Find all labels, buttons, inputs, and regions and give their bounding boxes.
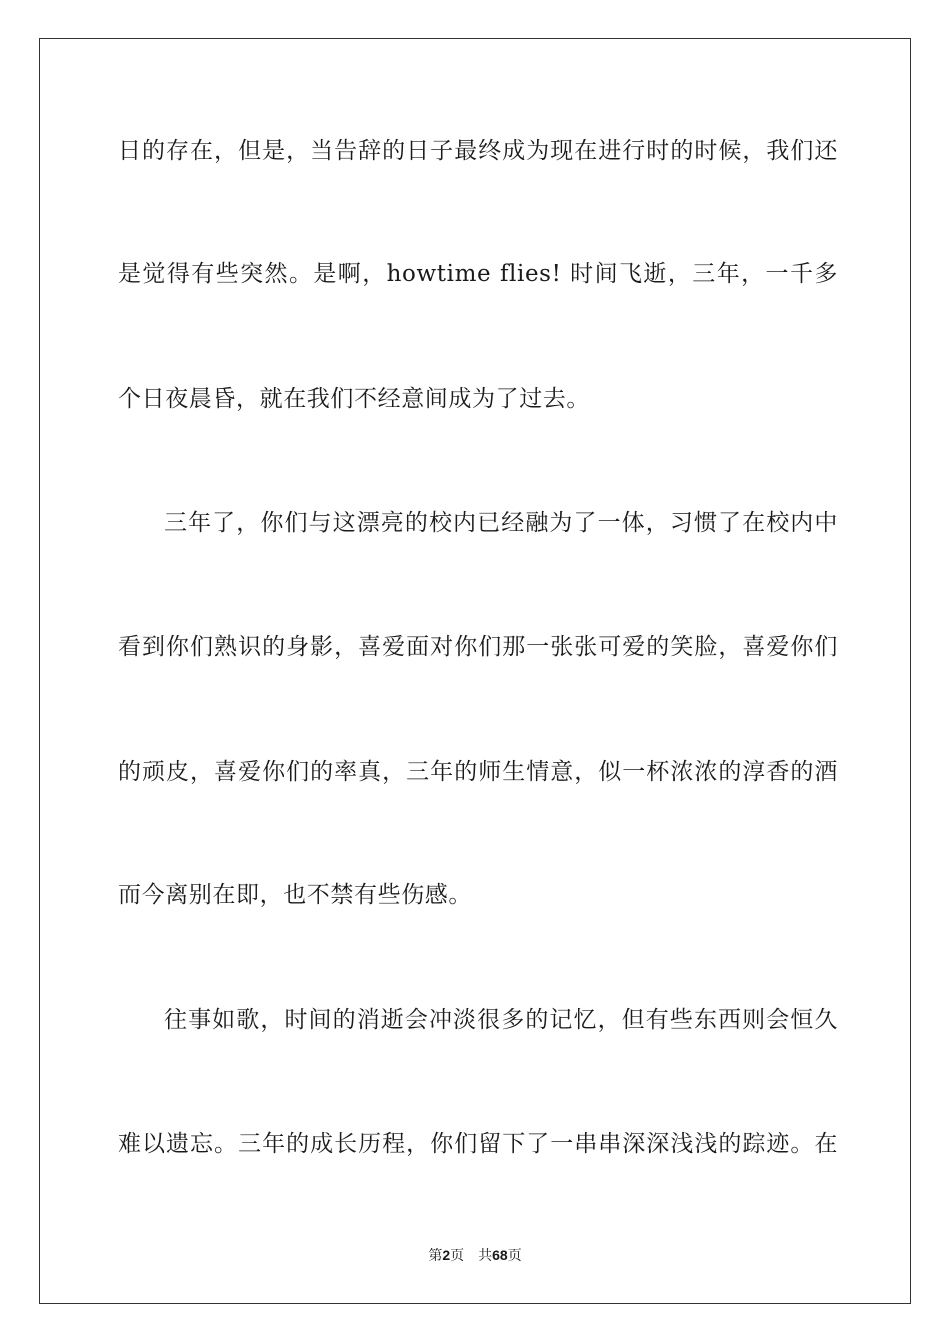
- text-line-8: 往事如歌，时间的消逝会冲淡很多的记忆，但有些东西则会恒久: [164, 1007, 838, 1033]
- footer-page-number: 2: [442, 1247, 451, 1263]
- text-line-2: 是觉得有些突然。是啊，howtime flies! 时间飞逝，三年，一千多: [118, 261, 838, 287]
- footer-page-suffix: 页: [450, 1248, 465, 1264]
- text-line-3: 个日夜晨昏，就在我们不经意间成为了过去。: [118, 386, 590, 412]
- page-border: [39, 38, 911, 1304]
- text-line-7: 而今离别在即，也不禁有些伤感。: [118, 882, 472, 908]
- footer-page-prefix: 第: [428, 1248, 443, 1264]
- text-line-6: 的顽皮，喜爱你们的率真，三年的师生情意，似一杯浓浓的淳香的酒: [118, 759, 838, 785]
- text-line-9: 难以遗忘。三年的成长历程，你们留下了一串串深深浅浅的踪迹。在: [118, 1131, 838, 1157]
- footer-total-pages: 68: [492, 1247, 508, 1263]
- footer-total-suffix: 页: [507, 1248, 522, 1264]
- text-line-5: 看到你们熟识的身影，喜爱面对你们那一张张可爱的笑脸，喜爱你们: [118, 634, 838, 660]
- page-footer: [0, 1246, 950, 1265]
- text-line-4: 三年了，你们与这漂亮的校内已经融为了一体，习惯了在校内中: [164, 510, 838, 536]
- footer-total-prefix: 共: [478, 1248, 493, 1264]
- text-line-1: 日的存在，但是，当告辞的日子最终成为现在进行时的时候，我们还: [118, 138, 838, 164]
